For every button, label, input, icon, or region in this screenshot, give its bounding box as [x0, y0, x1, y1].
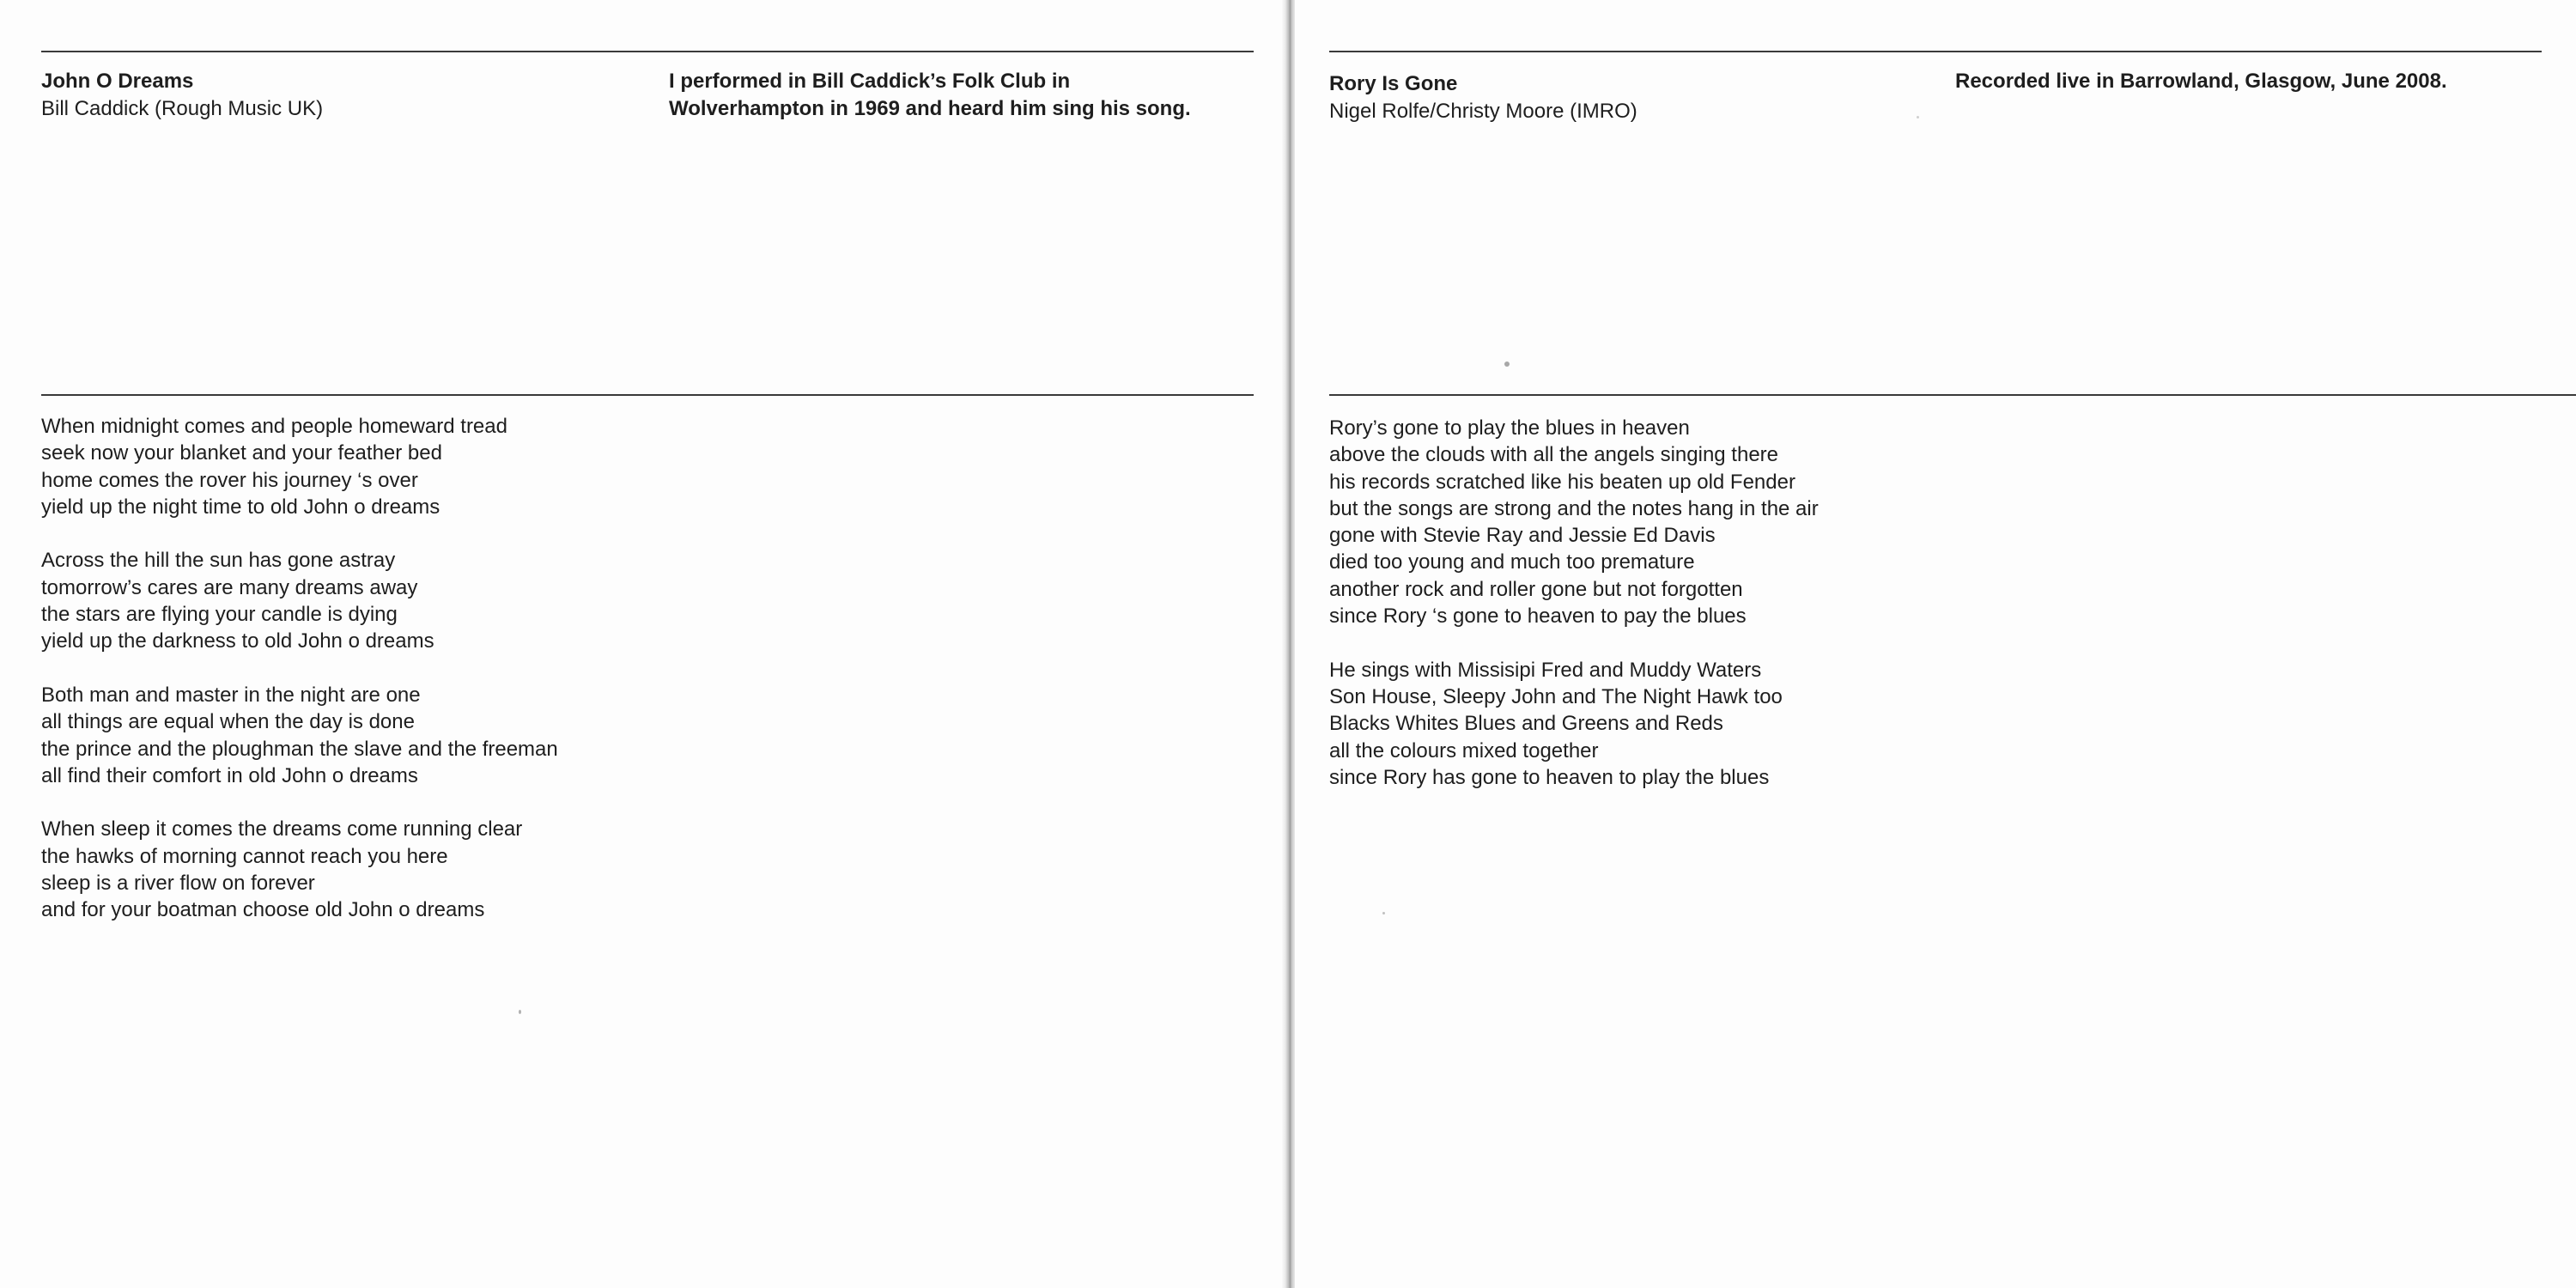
lyric-line: Son House, Sleepy John and The Night Hawk too: [1329, 684, 1783, 708]
lyric-line: tomorrow’s cares are many dreams away: [41, 575, 418, 599]
lyric-line: Both man and master in the night are one: [41, 683, 421, 707]
lyric-line: all find their comfort in old John o dreams: [41, 763, 418, 787]
lyric-line: the hawks of morning cannot reach you here: [41, 844, 448, 868]
lyric-line: the prince and the ploughman the slave and the freeman: [41, 737, 558, 761]
note-line: Recorded live in Barrowland, Glasgow, June 2008.: [1955, 70, 2447, 93]
paper-speck: [1382, 912, 1385, 914]
lyrics-stanza: [41, 682, 558, 789]
lyric-line: When midnight comes and people homeward tread: [41, 415, 507, 438]
top-rule: [1329, 51, 2542, 52]
middle-rule: [41, 394, 1254, 396]
lyric-line: He sings with Missisipi Fred and Muddy Waters: [1329, 658, 1762, 682]
left-booklet-page: [0, 0, 1286, 1288]
lyrics-stanza: [1329, 415, 1819, 629]
lyrics-stanza: [41, 547, 558, 654]
lyric-line: since Rory ‘s gone to heaven to pay the blues: [1329, 605, 1747, 629]
lyric-line: Blacks Whites Blues and Greens and Reds: [1329, 712, 1723, 736]
paper-speck: [1504, 361, 1510, 367]
lyrics-stanza: [41, 413, 558, 520]
song-title: John O Dreams: [41, 70, 194, 93]
lyric-line: his records scratched like his beaten up old Fender: [1329, 470, 1795, 494]
song-credit: Nigel Rolfe/Christy Moore (IMRO): [1329, 100, 1637, 123]
note-line: I performed in Bill Caddick’s Folk Club in: [669, 70, 1071, 93]
lyric-line: died too young and much too premature: [1329, 550, 1695, 574]
right-booklet-page: [1295, 0, 2576, 1288]
lyric-line: above the clouds with all the angels singing there: [1329, 443, 1779, 467]
lyric-line: all the colours mixed together: [1329, 738, 1599, 762]
lyrics: [41, 413, 558, 924]
lyric-line: and for your boatman choose old John o dreams: [41, 898, 485, 922]
paper-speck: [1917, 116, 1919, 118]
song-title: Rory Is Gone: [1329, 72, 1458, 95]
lyric-line: but the songs are strong and the notes hang in the air: [1329, 496, 1819, 520]
lyric-line: yield up the darkness to old John o dreams: [41, 629, 434, 653]
top-rule: [41, 51, 1254, 52]
lyric-line: Across the hill the sun has gone astray: [41, 549, 396, 573]
lyric-line: gone with Stevie Ray and Jessie Ed Davis: [1329, 524, 1716, 548]
lyric-line: When sleep it comes the dreams come running clear: [41, 817, 523, 841]
note-line: Wolverhampton in 1969 and heard him sing his song.: [669, 97, 1191, 120]
middle-rule: [1329, 394, 2576, 396]
song-note: [1955, 68, 2447, 95]
paper-speck: [519, 1010, 521, 1014]
lyrics-stanza: [41, 816, 558, 923]
lyric-line: Rory’s gone to play the blues in heaven: [1329, 416, 1690, 440]
lyric-line: since Rory has gone to heaven to play the blues: [1329, 765, 1770, 789]
lyric-line: another rock and roller gone but not forgotten: [1329, 577, 1743, 601]
lyrics: [1329, 415, 1819, 791]
lyric-line: home comes the rover his journey ‘s over: [41, 468, 418, 492]
lyrics-stanza: [1329, 657, 1819, 791]
lyric-line: yield up the night time to old John o dreams: [41, 495, 440, 519]
lyric-line: the stars are flying your candle is dying: [41, 603, 398, 627]
song-note: [669, 68, 1191, 123]
song-credit: Bill Caddick (Rough Music UK): [41, 97, 324, 120]
lyric-line: sleep is a river flow on forever: [41, 872, 315, 896]
lyric-line: all things are equal when the day is done: [41, 710, 415, 734]
lyric-line: seek now your blanket and your feather bed: [41, 441, 442, 465]
